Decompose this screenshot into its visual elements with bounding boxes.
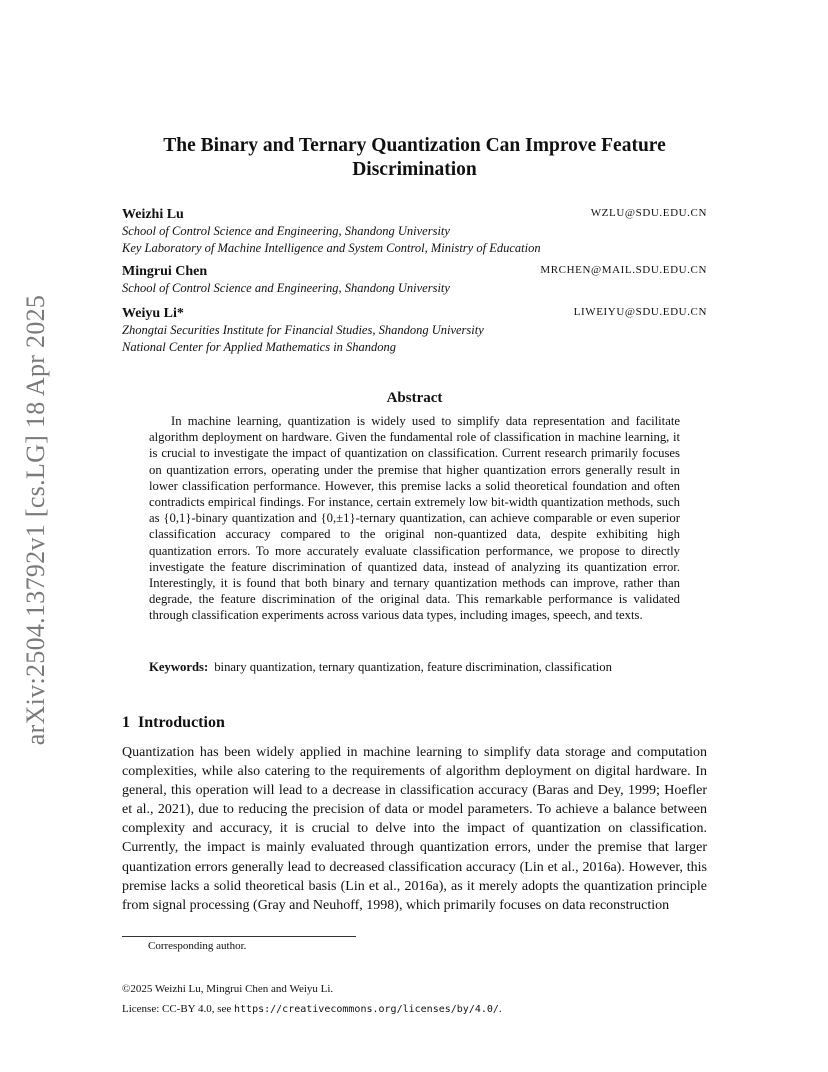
author-email[interactable]: LIWEIYU@SDU.EDU.CN bbox=[573, 306, 707, 318]
author-affiliation: Zhongtai Securities Institute for Financial Studies, Shandong University bbox=[122, 323, 484, 337]
abstract-text: In machine learning, quantization is widely used to simplify data representation and facilitate algorithm deployment on hardware. Given the fundamental role of classification in machine learning, it is crucial to investigate the impact of quantization on classification. Current research primarily focuses on quantization errors, operating under the premise that higher quantization errors generally result in lower classification performance. However, this premise lacks a solid theoretical foundation and often contradicts empirical findings. For instance, certain extremely low bit-width quantization methods, such as {0,1}-binary quantization and {0,±1}-ternary quantization, can achieve comparable or even superior classification accuracy compared to the original non-quantized data, despite exhibiting high quantization errors. To more accurately evaluate classification performance, we propose to directly investigate the feature discrimination of quantized data, instead of analyzing its quantization error. Interestingly, it is found that both binary and ternary quantization methods can improve, rather than degrade, the feature discrimination of the original data. This remarkable performance is validated through classification experiments across various data types, including images, speech, and texts. bbox=[149, 414, 680, 623]
license-prefix: License: CC-BY 4.0, see bbox=[122, 1003, 235, 1015]
author-block bbox=[122, 263, 707, 297]
keywords bbox=[149, 659, 680, 675]
keywords-label: Keywords: bbox=[149, 660, 209, 674]
author-affiliation: Key Laboratory of Machine Intelligence and System Control, Ministry of Education bbox=[122, 241, 541, 255]
author-affiliation: School of Control Science and Engineering, Shandong University bbox=[122, 224, 450, 238]
author-block bbox=[122, 305, 707, 356]
section-number: 1 bbox=[122, 714, 130, 731]
section-title: Introduction bbox=[138, 714, 225, 731]
copyright-notice: ©2025 Weizhi Lu, Mingrui Chen and Weiyu Li. bbox=[122, 983, 334, 995]
section-heading bbox=[122, 714, 225, 732]
abstract-heading: Abstract bbox=[386, 390, 443, 406]
footnote: Corresponding author. bbox=[148, 940, 247, 952]
license-notice bbox=[122, 1003, 502, 1015]
arxiv-identifier: arXiv:2504.13792v1 [cs.LG] 18 Apr 2025 bbox=[21, 294, 50, 746]
author-email[interactable]: WZLU@SDU.EDU.CN bbox=[590, 207, 707, 219]
author-name: Weiyu Li* bbox=[122, 306, 184, 321]
paper-title: The Binary and Ternary Quantization Can Improve Feature Discrimination bbox=[163, 135, 666, 180]
author-name: Mingrui Chen bbox=[122, 264, 208, 279]
footnote-divider bbox=[122, 936, 356, 937]
author-block bbox=[122, 206, 707, 257]
author-affiliation: National Center for Applied Mathematics in Shandong bbox=[122, 340, 397, 354]
author-email[interactable]: MRCHEN@MAIL.SDU.EDU.CN bbox=[540, 264, 707, 276]
author-affiliation: School of Control Science and Engineering, Shandong University bbox=[122, 281, 450, 295]
keywords-text: binary quantization, ternary quantization, feature discrimination, classification bbox=[214, 660, 612, 674]
license-suffix: . bbox=[498, 1003, 502, 1015]
license-link[interactable]: https://creativecommons.org/licenses/by/4.0/ bbox=[234, 1004, 499, 1015]
author-name: Weizhi Lu bbox=[122, 207, 184, 222]
intro-paragraph: Quantization has been widely applied in machine learning to simplify data storage and computation complexities, while also catering to the requirements of algorithm deployment on digital hardware. In general, this operation will lead to a decrease in classification accuracy (Baras and Dey, 1999; Hoefler et al., 2021), due to reducing the precision of data or model parameters. To achieve a balance between complexity and accuracy, it is crucial to delve into the impact of quantization on classification. Currently, the impact is mainly evaluated through quantization errors, under the premise that larger quantization errors generally lead to decreased classification accuracy (Lin et al., 2016a). However, this premise lacks a solid theoretical basis (Lin et al., 2016a), as it merely adopts the quantization principle from signal processing (Gray and Neuhoff, 1998), which primarily focuses on data reconstruction bbox=[122, 745, 707, 913]
